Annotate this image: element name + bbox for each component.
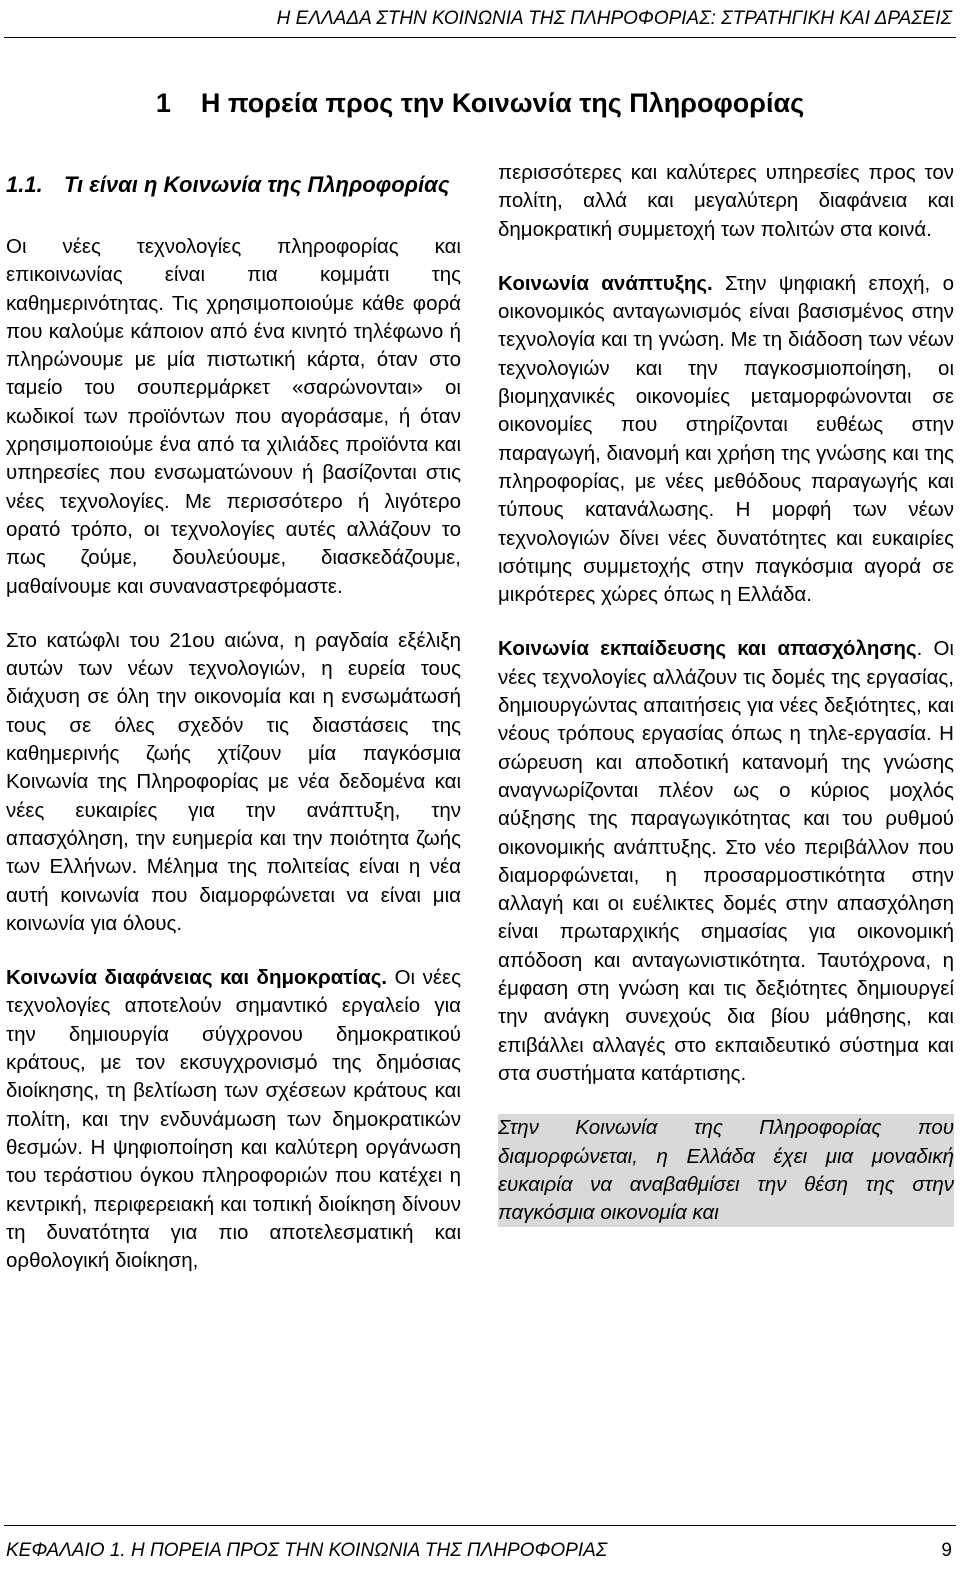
header-rule — [4, 37, 956, 38]
running-header: Η ΕΛΛΑΔΑ ΣΤΗΝ ΚΟΙΝΩΝΙΑ ΤΗΣ ΠΛΗΡΟΦΟΡΙΑΣ: ΣΤΡΑΤΗΓΙΚΗ ΚΑΙ ΔΡΑΣΕΙΣ — [276, 8, 952, 29]
chapter-title-text: Η πορεία προς την Κοινωνία της Πληροφορίας — [200, 88, 805, 118]
paragraph-text: Οι νέες τεχνολογίες αποτελούν σημαντικό εργαλείο για την δημιουργία σύγχρονου δημοκρατικού κράτους, με τον εκσυγχρονισμό της δημόσιας διοίκησης, τη βελτίωση των σχέσεων κράτους και πολίτη, και την ενδυνάμωση των δημοκρατικών θεσμών. Η ψηφιοποίηση και καλύτερη οργάνωση του τεράστιου όγκου πληροφοριών που κατέχει η κεντρική, περιφερειακή και τοπική διοίκηση δίνουν τη δυνατότητα για πιο αποτελεσματική και ορθολογική διοίκηση, — [6, 966, 462, 1273]
paragraph — [498, 635, 954, 1088]
paragraph — [6, 964, 461, 1275]
paragraph-heading: Κοινωνία εκπαίδευσης και απασχόλησης — [498, 637, 917, 661]
footer-chapter-label: ΚΕΦΑΛΑΙΟ 1. Η ΠΟΡΕΙΑ ΠΡΟΣ ΤΗΝ ΚΟΙΝΩΝΙΑ ΤΗΣ ΠΛΗΡΟΦΟΡΙΑΣ — [6, 1540, 608, 1561]
right-column — [498, 159, 954, 1253]
highlight-callout: Στην Κοινωνία της Πληροφορίας που διαμορφώνεται, η Ελλάδα έχει μια μοναδική ευκαιρία να αναβαθμίσει την θέση της στην παγκόσμια οικονομία και — [498, 1114, 954, 1227]
paragraph — [498, 270, 954, 610]
paragraph-heading: Κοινωνία ανάπτυξης. — [498, 271, 713, 295]
section-title: Τι είναι η Κοινωνία της Πληροφορίας — [64, 172, 450, 197]
section-number: 1.1. — [6, 172, 43, 197]
page-number: 9 — [941, 1540, 952, 1561]
left-column — [6, 170, 461, 1301]
paragraph-text: Στην ψηφιακή εποχή, ο οικονομικός ανταγωνισμός είναι βασισμένος στην τεχνολογία και τη γνώση. Με τη διάδοση των νέων τεχνολογιών και την παγκοσμιοποίηση, οι βιομηχανικές οικονομίες μεταμορφώνονται σε οικονομίες που στηρίζονται ευθέως στην παραγωγή, διανομή και χρήση της γνώσης και της πληροφορίας, με νέες μεθόδους παραγωγής και τύπους κατανάλωσης. Η μορφή των νέων τεχνολογιών δίνει νέες δυνατότητες και ευκαιρίες ισότιμης συμμετοχής στην παγκόσμια αγορά σε μικρότερες χώρες όπως η Ελλάδα. — [498, 271, 954, 607]
section-heading — [6, 170, 461, 200]
paragraph: Οι νέες τεχνολογίες πληροφορίας και επικοινωνίας είναι πια κομμάτι της καθημερινότητας. Τις χρησιμοποιούμε κάθε φορά που καλούμε κάποιον από ένα κινητό τηλέφωνο ή πληρώνουμε με μία πιστωτική κάρτα, όταν στο ταμείο του σουπερμάρκετ «σαρώνονται» οι κωδικοί των προϊόντων που αγοράσαμε, ή όταν χρησιμοποιούμε ένα από τα χιλιάδες προϊόντα και υπηρεσίες που ενσωματώνουν ή βασίζονται στις νέες τεχνολογίες. Με περισσότερο ή λιγότερο ορατό τρόπο, οι τεχνολογίες αυτές αλλάζουν το πως ζούμε, δουλεύουμε, διασκεδάζουμε, μαθαίνουμε και συναναστρεφόμαστε. — [6, 235, 461, 598]
paragraph: περισσότερες και καλύτερες υπηρεσίες προς τον πολίτη, αλλά και μεγαλύτερη διαφάνεια και δημοκρατική συμμετοχή των πολιτών στα κοινά. — [498, 161, 954, 241]
chapter-number: 1 — [155, 88, 171, 118]
paragraph-text: . Οι νέες τεχνολογίες αλλάζουν τις δομές της εργασίας, δημιουργώντας απαιτήσεις για νέες δεξιότητες, και νέους τρόπους εργασίας όπως η τηλε-εργασία. Η σώρευση και αποδοτική κατανομή της γνώσης αναγνωρίζονται πλέον ως ο κύριος μοχλός αύξησης της παραγωγικότητας και του ρυθμού οικονομικής ανάπτυξης. Στο νέο περιβάλλον που διαμορφώνεται, η προσαρμοστικότητα στην αλλαγή και οι ευέλικτες δομές στην απασχόληση είναι πρωταρχικής σημασίας για οικονομική απόδοση και ανταγωνιστικότητα. Ταυτόχρονα, η έμφαση στη γνώση και τις δεξιότητες δημιουργεί την ανάγκη συνεχούς δια βίου μάθησης, και επιβάλλει αλλαγές στο εκπαιδευτικό σύστημα και στα συστήματα κατάρτισης. — [498, 637, 954, 1085]
paragraph-heading: Κοινωνία διαφάνειας και δημοκρατίας. — [6, 966, 388, 990]
footer-rule — [4, 1525, 956, 1526]
paragraph: Στο κατώφλι του 21ου αιώνα, η ραγδαία εξέλιξη αυτών των νέων τεχνολογιών, η ευρεία τους διάχυση σε όλη την οικονομία και η ενσωμάτωσή τους σε όλες σχεδόν τις διαστάσεις της καθημερινής ζωής χτίζουν μία παγκόσμια Κοινωνία της Πληροφορίας με νέα δεδομένα και νέες ευκαιρίες για την ανάπτυξη, την απασχόληση, την ευημερία και την ποιότητα ζωής των Ελλήνων. Μέλημα της πολιτείας είναι η νέα αυτή κοινωνία που διαμορφώνεται να είναι μια κοινωνία για όλους. — [6, 628, 461, 935]
chapter-title — [0, 88, 960, 119]
